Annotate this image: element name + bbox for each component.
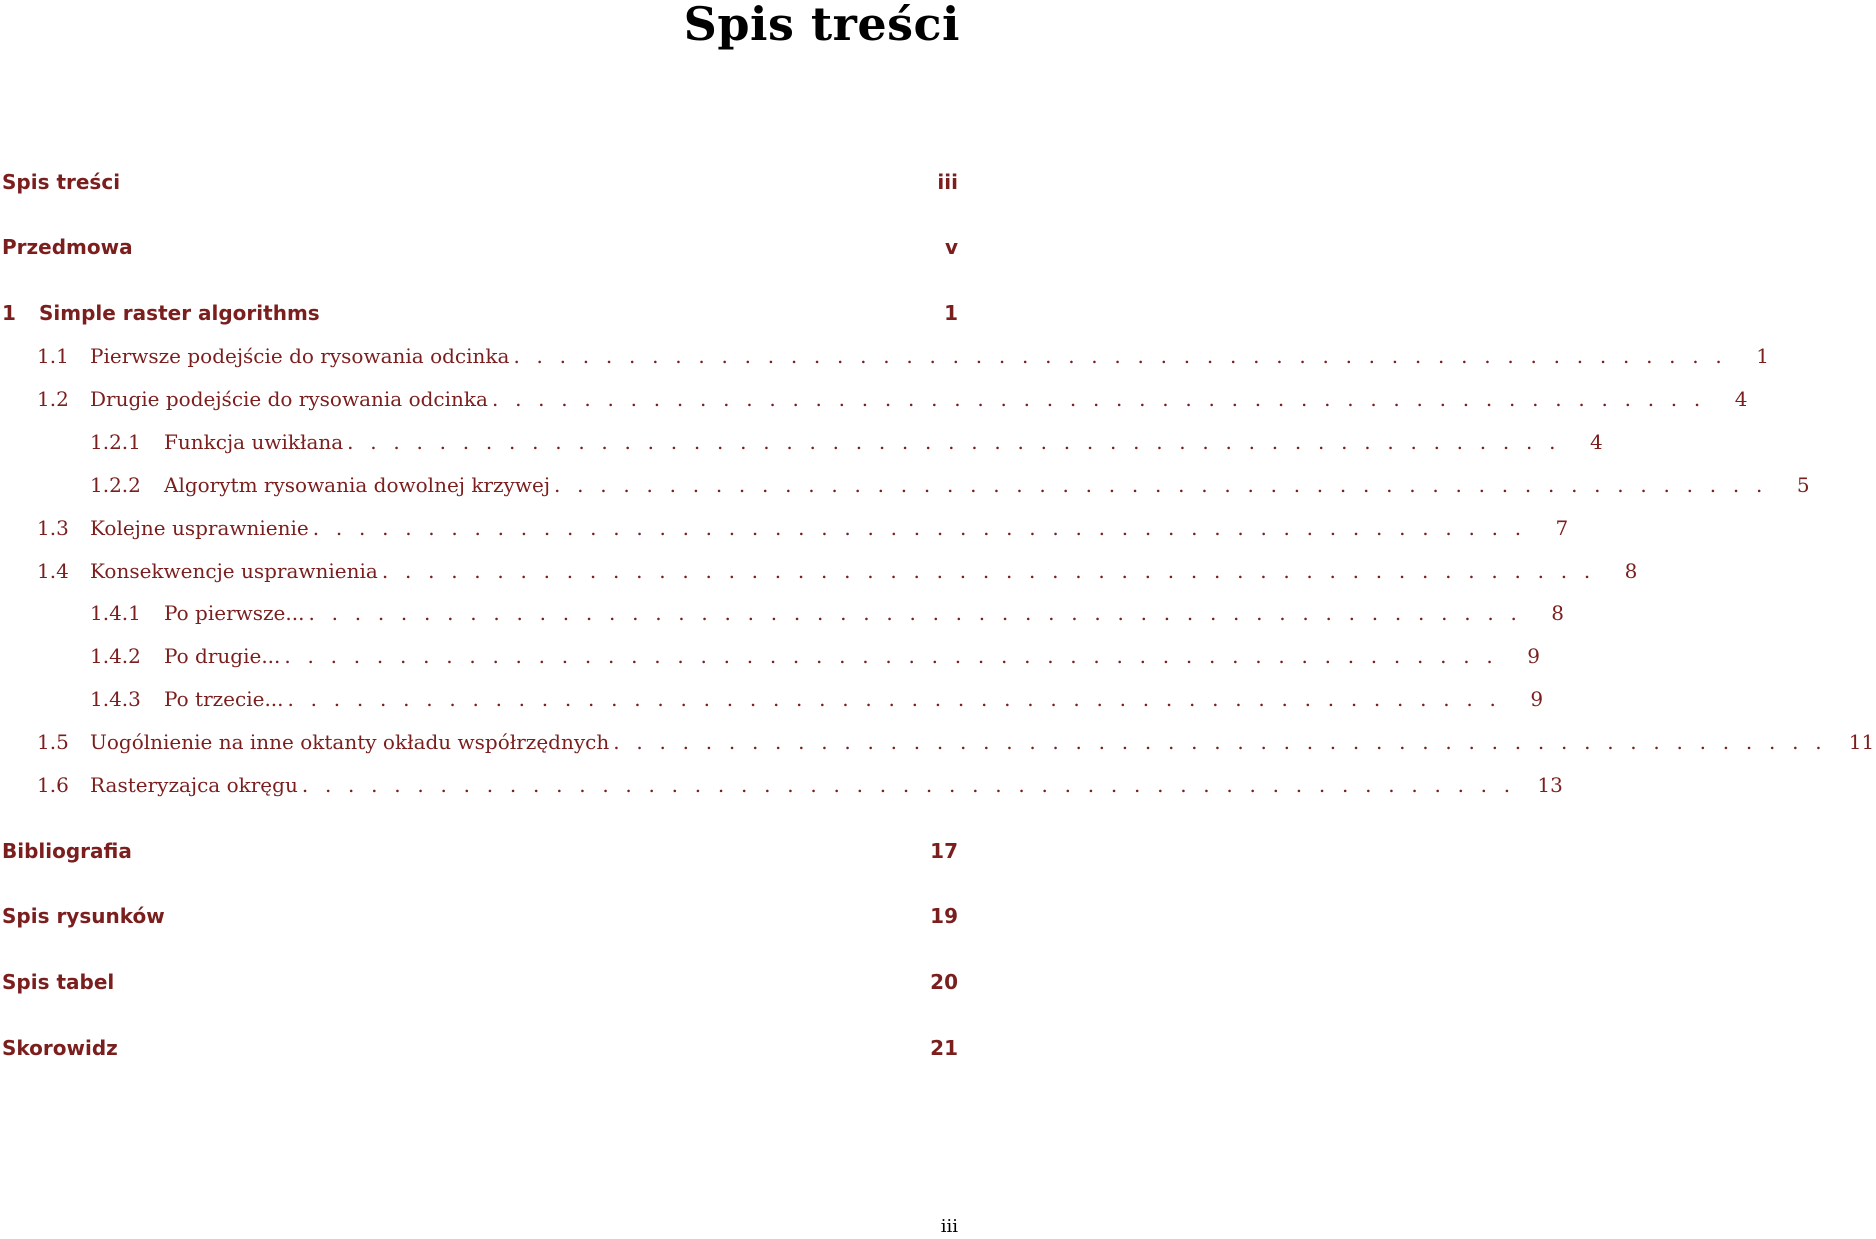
toc-entry-page: 13 [1537,773,1563,797]
toc-entry-number: 1.2.1 [90,430,141,454]
toc-entry-page: 7 [1555,516,1569,540]
toc-entry-label: Po drugie... [164,644,281,668]
toc-leader-dots: . . . . . . . . . . . . . . . . . . . . . . . . . . . . . . . . . . . . . . . . . . . . . . . . . . . . . [491,387,1706,411]
toc-entry-number: 1 [2,301,16,325]
toc-entry-number: 1.5 [37,730,69,754]
toc-entry-chapter-1[interactable] [0,298,960,328]
toc-entry-label: Konsekwencje usprawnienia [90,559,378,583]
toc-entry-label: Po pierwsze... [164,601,305,625]
toc-entry-label: Bibliografia [2,839,132,863]
toc-entry-section-1-2[interactable] [0,384,1748,414]
toc-entry-page: 9 [1527,644,1540,668]
toc-entry-spis-tabel[interactable] [0,967,960,997]
toc-entry-label: Przedmowa [2,235,133,259]
toc-entry-przedmowa[interactable] [0,232,960,262]
toc-leader-dots: . . . . . . . . . . . . . . . . . . . . . . . . . . . . . . . . . . . . . . . . . . . . . . . . . . . . . [554,473,1768,497]
toc-entry-page: v [944,235,958,259]
toc-entry-page: 5 [1796,473,1810,497]
toc-leader-dots: . . . . . . . . . . . . . . . . . . . . . . . . . . . . . . . . . . . . . . . . . . . . . . . . . . . . . [513,344,1727,368]
toc-entry-section-1-1[interactable] [0,341,1769,371]
toc-entry-page: 4 [1734,387,1748,411]
toc-leader-dots: . . . . . . . . . . . . . . . . . . . . . . . . . . . . . . . . . . . . . . . . . . . . . . . . . . . . . [301,773,1516,797]
toc-entry-label: Uogólnienie na inne oktanty okładu współrzędnych [90,730,610,754]
toc-entry-page: 1 [1756,344,1769,368]
toc-entry-page: iii [937,170,958,194]
toc-entry-number: 1.4.1 [90,601,141,625]
toc-entry-skorowidz[interactable] [0,1033,960,1063]
toc-entry-label: Kolejne usprawnienie [90,516,309,540]
toc-entry-page: 4 [1589,430,1603,454]
page-title: Spis treści [683,0,960,51]
toc-leader-dots: . . . . . . . . . . . . . . . . . . . . . . . . . . . . . . . . . . . . . . . . . . . . . . . . . . . . . [613,730,1827,754]
toc-entry-label: Funkcja uwikłana [164,430,344,454]
toc-entry-section-1-4-1[interactable] [0,598,1564,628]
toc-entry-page: 1 [944,301,958,325]
toc-entry-number: 1.2.2 [90,473,141,497]
toc-entry-number: 1.3 [37,516,69,540]
toc-entry-page: 11 [1848,730,1875,754]
toc-entry-section-1-6[interactable] [0,770,1563,800]
toc-entry-label: Po trzecie... [164,687,284,711]
toc-entry-label: Pierwsze podejście do rysowania odcinka [90,344,510,368]
toc-entry-page: 17 [930,839,958,863]
toc-entry-section-1-4[interactable] [0,556,1638,586]
toc-leader-dots: . . . . . . . . . . . . . . . . . . . . . . . . . . . . . . . . . . . . . . . . . . . . . . . . . . . . . [312,516,1527,540]
toc-entry-number: 1.4.2 [90,644,141,668]
toc-entry-page: 21 [930,1036,958,1060]
toc-entry-label: Spis rysunków [2,904,165,928]
toc-entry-section-1-5[interactable] [0,727,1875,757]
toc-entry-page: 9 [1530,687,1544,711]
toc-entry-spis-tresci[interactable] [0,167,960,197]
toc-entry-number: 1.4.3 [90,687,141,711]
toc-entry-section-1-4-2[interactable] [0,641,1540,671]
toc-entry-number: 1.1 [37,344,69,368]
toc-entry-page: 8 [1624,559,1638,583]
toc-entry-bibliografia[interactable] [0,836,960,866]
toc-entry-page: 8 [1551,601,1564,625]
toc-entry-label: Spis tabel [2,970,115,994]
toc-entry-page: 20 [930,970,958,994]
toc-entry-label: Spis treści [2,170,121,194]
toc-leader-dots: . . . . . . . . . . . . . . . . . . . . . . . . . . . . . . . . . . . . . . . . . . . . . . . . . . . . . [381,559,1596,583]
toc-leader-dots: . . . . . . . . . . . . . . . . . . . . . . . . . . . . . . . . . . . . . . . . . . . . . . . . . . . . . [308,601,1522,625]
toc-entry-label: Skorowidz [2,1036,118,1060]
toc-leader-dots: . . . . . . . . . . . . . . . . . . . . . . . . . . . . . . . . . . . . . . . . . . . . . . . . . . . . . [347,430,1561,454]
toc-entry-label: Rasteryzajca okręgu [90,773,298,797]
toc-entry-spis-rysunkow[interactable] [0,901,960,931]
toc-entry-label: Algorytm rysowania dowolnej krzywej [164,473,551,497]
toc-entry-page: 19 [930,904,958,928]
toc-entry-label: Simple raster algorithms [39,301,320,325]
toc-leader-dots: . . . . . . . . . . . . . . . . . . . . . . . . . . . . . . . . . . . . . . . . . . . . . . . . . . . . . [287,687,1502,711]
toc-leader-dots: . . . . . . . . . . . . . . . . . . . . . . . . . . . . . . . . . . . . . . . . . . . . . . . . . . . . . [284,644,1498,668]
page-number-footer: iii [940,1216,958,1237]
toc-entry-section-1-2-1[interactable] [0,427,1603,457]
toc-entry-number: 1.6 [37,773,69,797]
toc-entry-section-1-2-2[interactable] [0,470,1810,500]
toc-entry-label: Drugie podejście do rysowania odcinka [90,387,488,411]
toc-entry-section-1-4-3[interactable] [0,684,1544,714]
toc-entry-number: 1.2 [37,387,69,411]
toc-entry-number: 1.4 [37,559,69,583]
toc-entry-section-1-3[interactable] [0,513,1569,543]
